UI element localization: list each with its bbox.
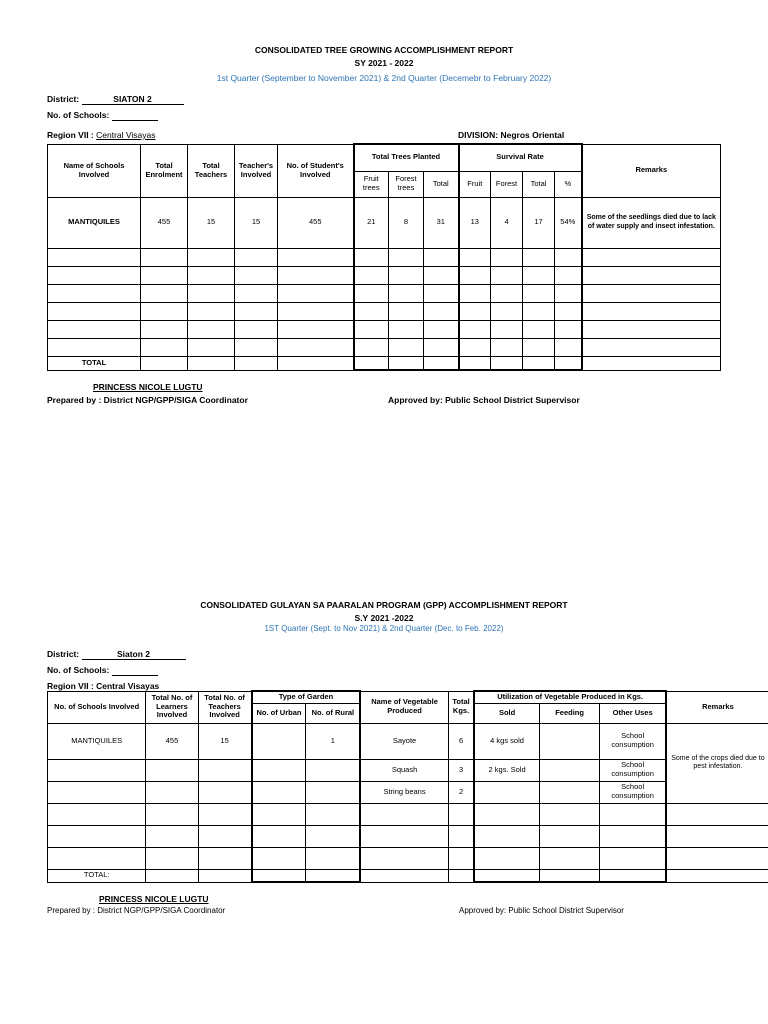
- report1-quarter: 1st Quarter (September to November 2021) & 2nd Quarter (Decemebr to February 2022): [216, 73, 552, 83]
- cell-kgs: 2: [448, 781, 474, 803]
- cell-teacher-inv: 15: [235, 197, 278, 248]
- cell-rural: [306, 759, 360, 781]
- cell-school: MANTIQUILES: [48, 723, 146, 759]
- total-label: TOTAL:: [48, 869, 146, 882]
- cell-forest-trees: 8: [389, 197, 424, 248]
- col-veg-header: Name of Vegetable Produced: [360, 691, 448, 723]
- cell-s-total: 17: [523, 197, 555, 248]
- col-enrol-header: Total Enrolment: [141, 144, 188, 197]
- report1-prepared-by: Prepared by : District NGP/GPP/SIGA Coordinator: [47, 395, 248, 405]
- table-row: [48, 284, 721, 302]
- sub-other: Other Uses: [600, 703, 666, 723]
- col-teachers-header: Total Teachers: [188, 144, 235, 197]
- cell-veg: String beans: [360, 781, 448, 803]
- district-label: District:: [47, 649, 80, 659]
- cell-veg: Sayote: [360, 723, 448, 759]
- cell-remarks: Some of the seedlings died due to lack of water supply and insect infestation.: [582, 197, 721, 248]
- report1-division: DIVISION: Negros Oriental: [458, 130, 565, 140]
- table-row: [48, 803, 768, 825]
- tree-growing-table: [47, 143, 721, 371]
- table-row: [48, 338, 721, 356]
- sub-total: Total: [424, 171, 459, 197]
- cell-feeding: [539, 781, 600, 803]
- col-utilization-header: Utilization of Vegetable Produced in Kgs.: [474, 691, 665, 703]
- cell-students: 455: [278, 197, 354, 248]
- cell-other: School consumption: [600, 781, 666, 803]
- cell-rural: 1: [306, 723, 360, 759]
- total-row: [48, 869, 768, 882]
- district-value: Siaton 2: [82, 649, 186, 660]
- col-teachers-header: Total No. of Teachers Involved: [198, 691, 251, 723]
- cell-school: [48, 759, 146, 781]
- cell-teachers: 15: [198, 723, 251, 759]
- report1-region-field: [47, 130, 156, 140]
- cell-s-pct: 54%: [555, 197, 582, 248]
- cell-fruit-trees: 21: [354, 197, 389, 248]
- sub-forest: Forest: [491, 171, 523, 197]
- cell-kgs: 6: [448, 723, 474, 759]
- sub-forest-trees: Forest trees: [389, 171, 424, 197]
- sub-pct: %: [555, 171, 582, 197]
- schools-value: [112, 665, 158, 676]
- col-remarks-header: Remarks: [666, 691, 768, 723]
- table-row: [48, 759, 768, 781]
- report1-sy: SY 2021 - 2022: [354, 58, 414, 68]
- region-label: Region VII :: [47, 130, 94, 140]
- region-value: Central Visayas: [96, 130, 156, 140]
- cell-s-fruit: 13: [459, 197, 491, 248]
- total-row: [48, 356, 721, 370]
- col-trees-header: Total Trees Planted: [354, 144, 459, 171]
- cell-urban: [252, 759, 306, 781]
- cell-feeding: [539, 723, 600, 759]
- cell-enrol: 455: [141, 197, 188, 248]
- report1-district-field: [47, 94, 184, 105]
- report2-prepared-by: Prepared by : District NGP/GPP/SIGA Coordinator: [47, 906, 226, 915]
- cell-feeding: [539, 759, 600, 781]
- report2-quarter: 1ST Quarter (Sept. to Nov 2021) & 2nd Quarter (Dec. to Feb. 2022): [264, 624, 504, 633]
- schools-label: No. of Schools:: [47, 110, 110, 120]
- district-label: District:: [47, 94, 80, 104]
- table-row: [48, 320, 721, 338]
- cell-veg: Squash: [360, 759, 448, 781]
- cell-sold: [474, 781, 539, 803]
- sub-fruit: Fruit: [459, 171, 491, 197]
- col-learners-header: Total No. of Learners Involved: [146, 691, 198, 723]
- cell-urban: [252, 781, 306, 803]
- cell-other: School consumption: [600, 759, 666, 781]
- col-type-garden-header: Type of Garden: [252, 691, 361, 703]
- report2-approved-by: Approved by: Public School District Supervisor: [459, 906, 624, 915]
- cell-kgs: 3: [448, 759, 474, 781]
- report1-approved-by: Approved by: Public School District Supervisor: [388, 395, 580, 405]
- table-row: [48, 302, 721, 320]
- gpp-table: [47, 690, 768, 883]
- cell-teachers: 15: [188, 197, 235, 248]
- total-label: TOTAL: [48, 356, 141, 370]
- report1-schools-field: [47, 110, 158, 121]
- report2-district-field: [47, 649, 186, 660]
- sub-sold: Sold: [474, 703, 539, 723]
- report2-region: Region VII : Central Visayas: [47, 681, 160, 691]
- table-row: [48, 847, 768, 869]
- cell-urban: [252, 723, 306, 759]
- cell-rural: [306, 781, 360, 803]
- schools-label: No. of Schools:: [47, 665, 110, 675]
- district-value: SIATON 2: [82, 94, 184, 105]
- sub-feeding: Feeding: [539, 703, 600, 723]
- sub-total2: Total: [523, 171, 555, 197]
- report2-title: CONSOLIDATED GULAYAN SA PAARALAN PROGRAM (GPP) ACCOMPLISHMENT REPORT: [200, 600, 568, 610]
- table-row: [48, 781, 768, 803]
- cell-learners: [146, 759, 198, 781]
- report2-prepared-name: PRINCESS NICOLE LUGTU: [99, 894, 209, 904]
- col-survival-header: Survival Rate: [459, 144, 582, 171]
- col-schools-header: No. of Schools Involved: [48, 691, 146, 723]
- cell-learners: 455: [146, 723, 198, 759]
- cell-sold: 4 kgs sold: [474, 723, 539, 759]
- report2-schools-field: [47, 665, 158, 676]
- cell-s-forest: 4: [491, 197, 523, 248]
- report1-title: CONSOLIDATED TREE GROWING ACCOMPLISHMENT REPORT: [254, 45, 514, 55]
- cell-remarks: Some of the crops died due to pest infestation.: [666, 723, 768, 803]
- col-kgs-header: Total Kgs.: [448, 691, 474, 723]
- table-row: [48, 825, 768, 847]
- cell-sold: 2 kgs. Sold: [474, 759, 539, 781]
- table-row: [48, 266, 721, 284]
- cell-trees-total: 31: [424, 197, 459, 248]
- sub-rural: No. of Rural: [306, 703, 360, 723]
- cell-school: MANTIQUILES: [48, 197, 141, 248]
- cell-other: School consumption: [600, 723, 666, 759]
- col-teacher-inv-header: Teacher's Involved: [235, 144, 278, 197]
- report2-sy: S.Y 2021 -2022: [354, 613, 414, 623]
- table-row: [48, 248, 721, 266]
- cell-teachers: [198, 759, 251, 781]
- sub-urban: No. of Urban: [252, 703, 306, 723]
- col-remarks-header: Remarks: [582, 144, 721, 197]
- cell-teachers: [198, 781, 251, 803]
- schools-value: [112, 110, 158, 121]
- cell-school: [48, 781, 146, 803]
- report1-prepared-name: PRINCESS NICOLE LUGTU: [93, 382, 203, 392]
- table-row: [48, 197, 721, 248]
- cell-learners: [146, 781, 198, 803]
- table-row: [48, 723, 768, 759]
- col-students-header: No. of Student's Involved: [278, 144, 354, 197]
- sub-fruit-trees: Fruit trees: [354, 171, 389, 197]
- col-name-header: Name of Schools Involved: [48, 144, 141, 197]
